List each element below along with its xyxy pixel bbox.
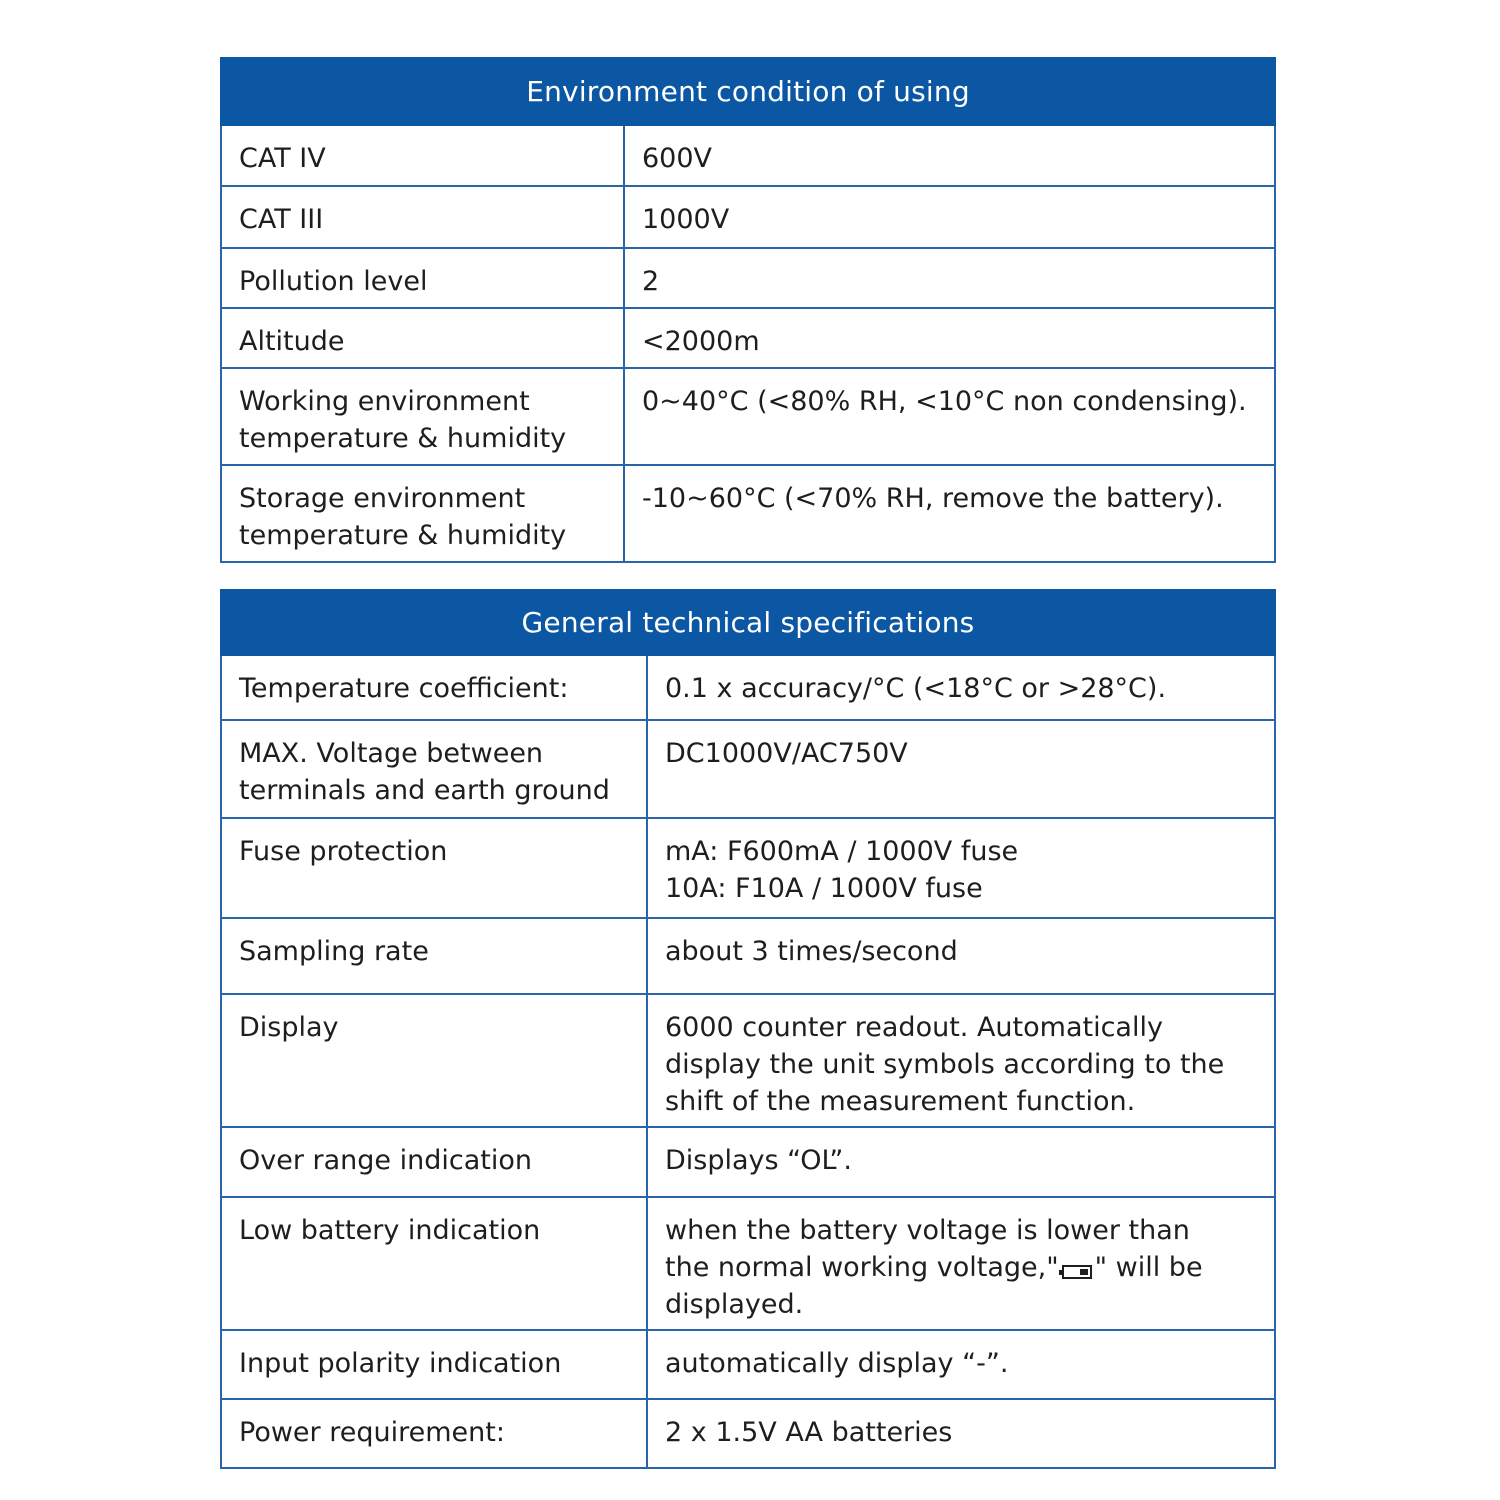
row-label: Over range indication xyxy=(221,1127,647,1197)
table-row xyxy=(221,186,1275,248)
row-value: DC1000V/AC750V xyxy=(647,720,1275,818)
row-label: CAT III xyxy=(221,186,624,248)
general-specifications-table xyxy=(220,589,1276,1469)
table-row xyxy=(221,308,1275,368)
row-label: Low battery indication xyxy=(221,1197,647,1330)
battery-low-icon xyxy=(1062,1265,1092,1279)
row-value: -10~60°C (<70% RH, remove the battery). xyxy=(624,465,1275,562)
row-label: Sampling rate xyxy=(221,918,647,994)
row-label: Display xyxy=(221,994,647,1127)
row-label: Power requirement: xyxy=(221,1399,647,1468)
row-label: Altitude xyxy=(221,308,624,368)
table-row xyxy=(221,248,1275,308)
value-text-before-icon: when the battery voltage is lower than the normal working voltage," xyxy=(665,1215,1190,1283)
row-value: mA: F600mA / 1000V fuse 10A: F10A / 1000V fuse xyxy=(647,818,1275,918)
value-text-after-icon: " will be displayed. xyxy=(665,1252,1203,1320)
row-value: 6000 counter readout. Automatically display the unit symbols according to the shift of the measurement function. xyxy=(647,994,1275,1127)
table-row xyxy=(221,125,1275,186)
table-row xyxy=(221,818,1275,918)
general-table-title: General technical specifications xyxy=(221,590,1275,655)
row-label: Temperature coefficient: xyxy=(221,655,647,720)
table-row xyxy=(221,1197,1275,1330)
table-row xyxy=(221,1399,1275,1468)
table-row xyxy=(221,918,1275,994)
row-label: Input polarity indication xyxy=(221,1330,647,1399)
environment-table-title: Environment condition of using xyxy=(221,58,1275,125)
row-value: <2000m xyxy=(624,308,1275,368)
row-value: 2 xyxy=(624,248,1275,308)
row-value: about 3 times/second xyxy=(647,918,1275,994)
row-value: 600V xyxy=(624,125,1275,186)
row-label: Storage environment temperature & humidity xyxy=(221,465,624,562)
row-value: 2 x 1.5V AA batteries xyxy=(647,1399,1275,1468)
table-row xyxy=(221,1330,1275,1399)
table-row xyxy=(221,1127,1275,1197)
row-label: Working environment temperature & humidity xyxy=(221,368,624,465)
row-value: Displays “OL”. xyxy=(647,1127,1275,1197)
row-value: automatically display “-”. xyxy=(647,1330,1275,1399)
table-row xyxy=(221,994,1275,1127)
table-row xyxy=(221,720,1275,818)
row-value: 1000V xyxy=(624,186,1275,248)
row-value xyxy=(647,1197,1275,1330)
row-value: 0~40°C (<80% RH, <10°C non condensing). xyxy=(624,368,1275,465)
row-label: CAT IV xyxy=(221,125,624,186)
row-value: 0.1 x accuracy/°C (<18°C or >28°C). xyxy=(647,655,1275,720)
row-label: Fuse protection xyxy=(221,818,647,918)
table-row xyxy=(221,465,1275,562)
environment-conditions-table xyxy=(220,57,1276,563)
row-label: MAX. Voltage between terminals and earth ground xyxy=(221,720,647,818)
table-row xyxy=(221,368,1275,465)
row-label: Pollution level xyxy=(221,248,624,308)
table-row xyxy=(221,655,1275,720)
